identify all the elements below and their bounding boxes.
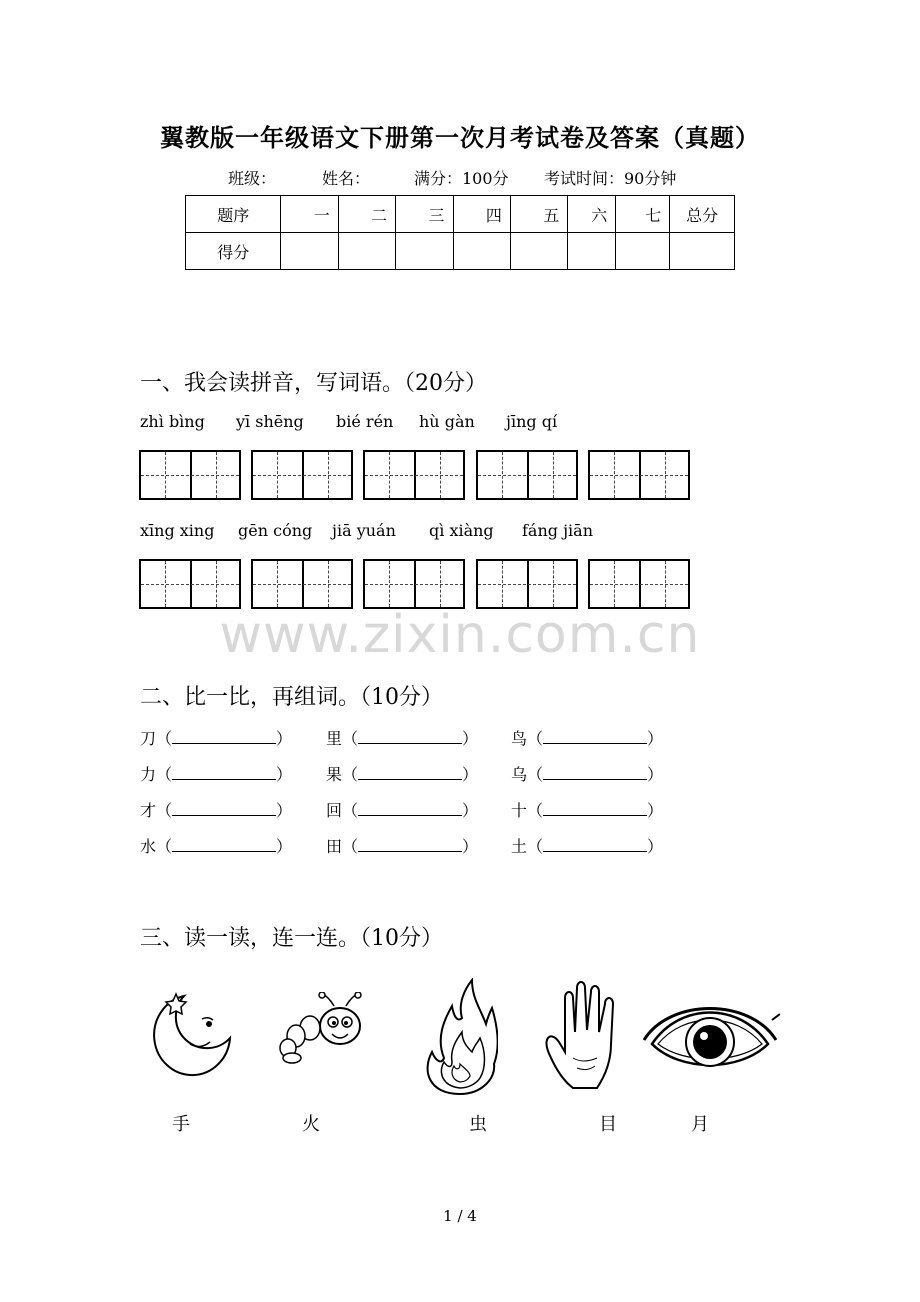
writing-grid[interactable] — [251, 450, 353, 500]
page-title: 翼教版一年级语文下册第一次月考试卷及答案（真题） — [160, 123, 760, 152]
character: 果 — [326, 765, 343, 784]
score-cell[interactable] — [453, 233, 510, 270]
score-cell[interactable] — [568, 233, 616, 270]
score-cell[interactable] — [616, 233, 670, 270]
header-cell: 六 — [568, 196, 616, 233]
name-field: 姓名： — [322, 169, 371, 188]
pinyin: jiā yuán — [332, 521, 396, 540]
header-cell: 题序 — [186, 196, 281, 233]
match-label[interactable]: 目 — [599, 1114, 617, 1135]
writing-grid[interactable] — [363, 450, 465, 500]
match-label[interactable]: 虫 — [469, 1114, 487, 1135]
character: 土 — [511, 837, 528, 856]
word-item[interactable]: 鸟（ ） — [511, 729, 664, 748]
section2-heading: 二、比一比，再组词。（10分） — [140, 685, 443, 710]
pinyin: zhì bìng — [140, 412, 205, 431]
word-item[interactable]: 水（ ） — [140, 837, 293, 856]
word-item[interactable]: 田（ ） — [326, 837, 479, 856]
score-table — [185, 195, 735, 270]
character: 才 — [140, 801, 157, 820]
character: 十 — [511, 801, 528, 820]
section1-heading: 一、我会读拼音，写词语。（20分） — [140, 371, 487, 396]
character: 力 — [140, 765, 157, 784]
word-item[interactable]: 回（ ） — [326, 801, 479, 820]
word-item[interactable]: 十（ ） — [511, 801, 664, 820]
pinyin: xīng xing — [140, 521, 215, 540]
header-cell: 二 — [338, 196, 395, 233]
score-table-row — [186, 233, 735, 270]
header-cell: 四 — [453, 196, 510, 233]
score-cell[interactable] — [510, 233, 567, 270]
score-cell[interactable] — [338, 233, 395, 270]
pinyin: fáng jiān — [522, 521, 594, 540]
header-cell: 三 — [396, 196, 453, 233]
word-item[interactable]: 乌（ ） — [511, 765, 664, 784]
caterpillar-picture[interactable] — [276, 992, 366, 1064]
match-label[interactable]: 月 — [691, 1114, 709, 1135]
header-cell: 总分 — [670, 196, 735, 233]
writing-grid[interactable] — [363, 559, 465, 609]
character: 田 — [326, 837, 343, 856]
character: 鸟 — [511, 729, 528, 748]
score-cell[interactable] — [670, 233, 735, 270]
word-item[interactable]: 里（ ） — [326, 729, 479, 748]
watermark: www.zixin.com.cn — [219, 605, 701, 665]
writing-grid[interactable] — [139, 559, 241, 609]
exam-time: 考试时间：90分钟 — [544, 169, 677, 188]
character: 里 — [326, 729, 343, 748]
word-item[interactable]: 果（ ） — [326, 765, 479, 784]
writing-grid[interactable] — [476, 559, 578, 609]
word-item[interactable]: 刀（ ） — [140, 729, 293, 748]
word-item[interactable]: 力（ ） — [140, 765, 293, 784]
pinyin: yī shēng — [236, 412, 304, 431]
eye-picture[interactable] — [640, 990, 780, 1076]
writing-grid[interactable] — [251, 559, 353, 609]
word-item[interactable]: 才（ ） — [140, 801, 293, 820]
pinyin: bié rén — [336, 412, 394, 431]
character: 刀 — [140, 729, 157, 748]
moon-picture[interactable] — [150, 988, 234, 1078]
match-label[interactable]: 手 — [172, 1114, 190, 1135]
writing-grid[interactable] — [476, 450, 578, 500]
pinyin: jīng qí — [506, 412, 558, 431]
page-number: 1 / 4 — [443, 1207, 477, 1225]
header-cell: 一 — [281, 196, 338, 233]
pinyin: hù gàn — [419, 412, 475, 431]
pinyin: qì xiàng — [429, 521, 494, 540]
score-table-header — [186, 196, 735, 233]
score-cell[interactable] — [281, 233, 338, 270]
writing-grid[interactable] — [588, 450, 690, 500]
full-score: 满分：100分 — [414, 169, 509, 188]
section3-heading: 三、读一读，连一连。（10分） — [140, 926, 443, 951]
pinyin: gēn cóng — [238, 521, 313, 540]
score-cell[interactable] — [396, 233, 453, 270]
match-label[interactable]: 火 — [302, 1114, 320, 1135]
class-field: 班级： — [228, 169, 277, 188]
hand-picture[interactable] — [543, 978, 623, 1092]
row-label: 得分 — [186, 233, 281, 270]
character: 乌 — [511, 765, 528, 784]
character: 回 — [326, 801, 343, 820]
fire-picture[interactable] — [422, 978, 498, 1098]
writing-grid[interactable] — [588, 559, 690, 609]
header-cell: 七 — [616, 196, 670, 233]
header-cell: 五 — [510, 196, 567, 233]
writing-grid[interactable] — [139, 450, 241, 500]
character: 水 — [140, 837, 157, 856]
word-item[interactable]: 土（ ） — [511, 837, 664, 856]
